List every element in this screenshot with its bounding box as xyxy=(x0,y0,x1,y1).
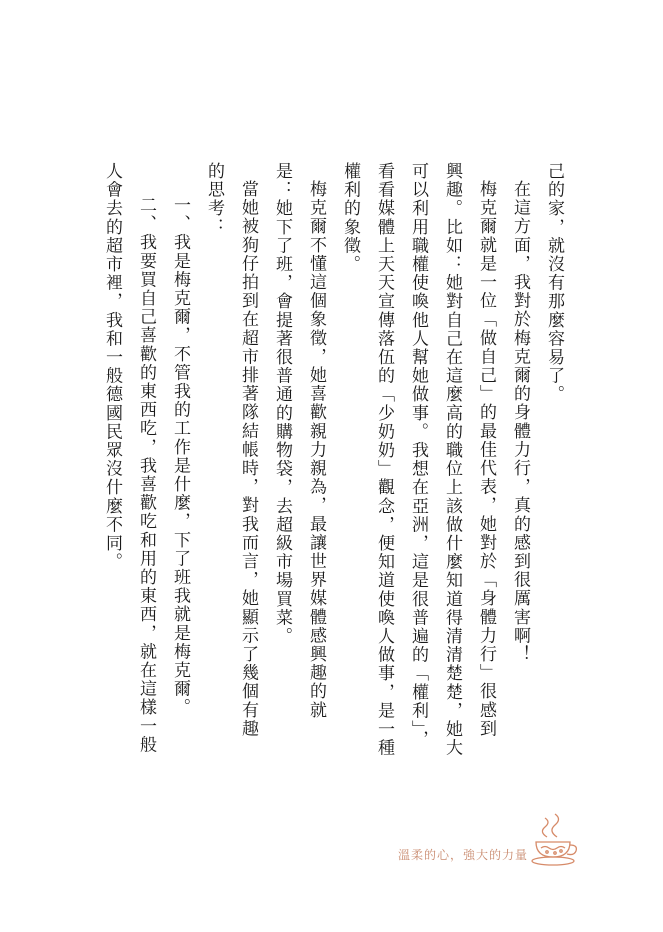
text-column: 梅克爾不懂這個象徵，她喜歡親力親為，最讓世界媒體感興趣的就 xyxy=(306,180,326,720)
text-column: 二、我要買自己喜歡的東西吃，我喜歡吃和用的東西，就在這樣一般 xyxy=(136,196,156,754)
footer-title: 溫柔的心，強大的力量 xyxy=(398,848,529,862)
text-column: 的思考： xyxy=(204,162,224,237)
text-column: 可以利用職權使喚他人幫她做事。我想在亞洲，這是很普遍的「權利」， xyxy=(408,162,428,749)
text-column: 權利的象徵。 xyxy=(340,162,360,274)
text-column: 看看媒體上天天宣傳落伍的「少奶奶」觀念，便知道使喚人做事，是一種 xyxy=(374,162,394,758)
text-column: 是：她下了班，會提著很普通的購物袋，去超級市場買菜。 xyxy=(272,162,292,646)
teacup-icon xyxy=(527,812,579,870)
text-column: 一、我是梅克爾，不管我的工作是什麼，下了班我就是梅克爾。 xyxy=(170,196,190,717)
text-column: 在這方面，我對於梅克爾的身體力行，真的感到很厲害啊！ xyxy=(510,180,530,664)
text-column: 己的家，就沒有那麼容易了。 xyxy=(544,162,564,404)
text-column: 梅克爾就是一位「做自己」的最佳代表，她對於「身體力行」很感到 xyxy=(476,180,496,738)
text-column: 人會去的超市裡，我和一般德國民眾沒什麼不同。 xyxy=(102,162,122,572)
text-column: 興趣。比如：她對自己在這麼高的職位上該做什麼知道得清清楚楚，她大 xyxy=(442,162,462,758)
text-column: 當她被狗仔拍到在超市排著隊結帳時，對我而言，她顯示了幾個有趣 xyxy=(238,180,258,738)
